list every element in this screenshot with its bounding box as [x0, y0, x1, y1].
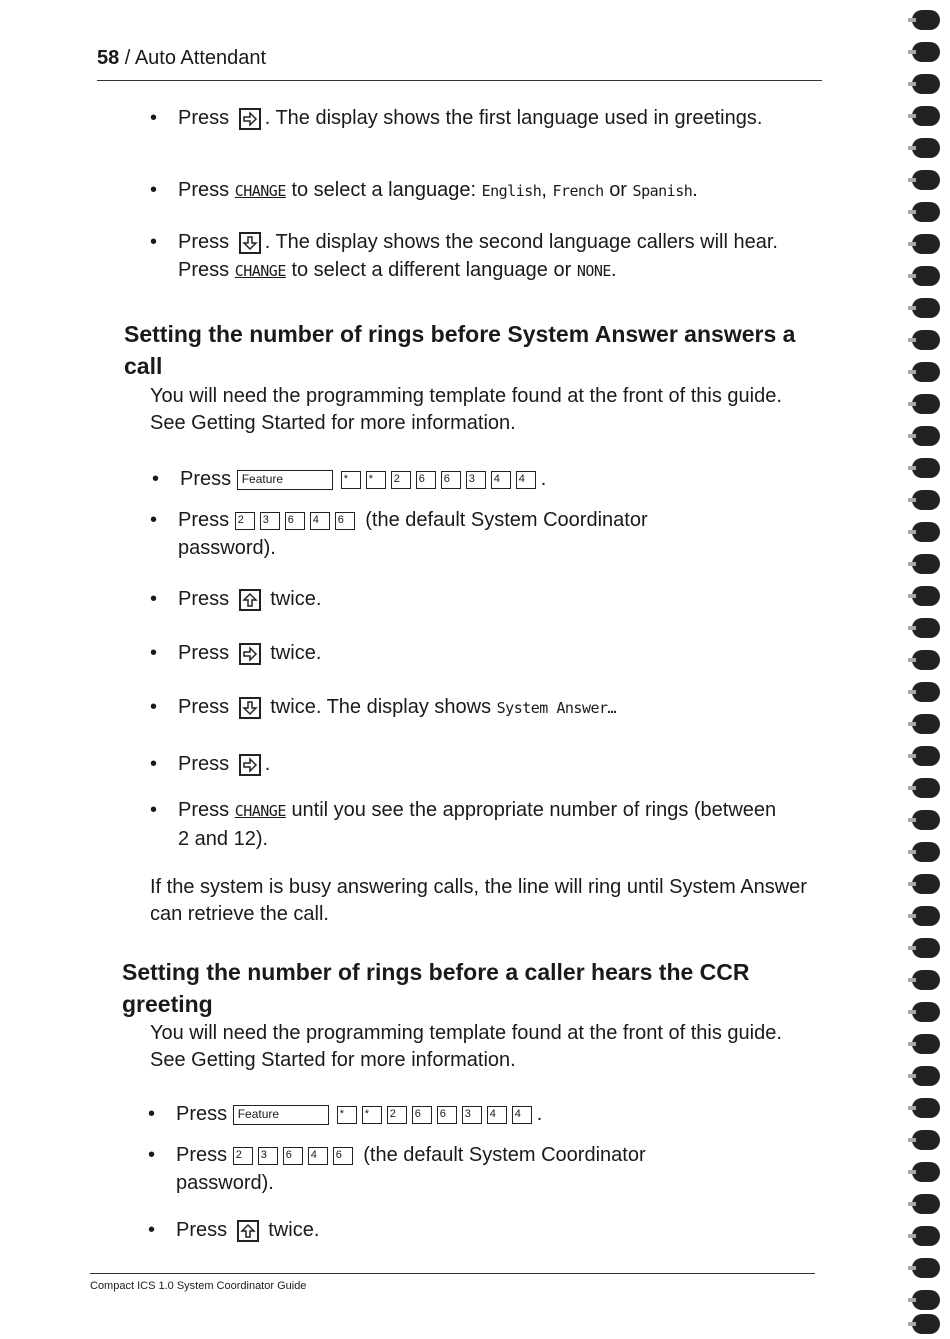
binding-ring: [912, 906, 940, 926]
list-item: • Press twice.: [178, 639, 578, 667]
binding-ring: [912, 74, 940, 94]
spiral-binding: [912, 0, 944, 1339]
key: 4: [512, 1106, 532, 1124]
key: 6: [283, 1147, 303, 1165]
binding-ring: [912, 42, 940, 62]
binding-ring: [912, 1162, 940, 1182]
bullet-dot: •: [150, 509, 158, 531]
binding-ring: [912, 554, 940, 574]
key: 4: [308, 1147, 328, 1165]
bullet-dot: •: [150, 753, 158, 775]
right-arrow-key-icon: [239, 643, 261, 665]
change-softkey-label: CHANGE: [234, 262, 286, 280]
binding-ring: [912, 778, 940, 798]
binding-ring: [912, 170, 940, 190]
key: *: [337, 1106, 357, 1124]
password-step: • Press 2 3 6 4 6 (the default System Coordinator password).: [178, 506, 738, 562]
key: 2: [233, 1147, 253, 1165]
feature-key: Feature: [237, 470, 333, 490]
list-item: • Press CHANGE until you see the appropriate number of rings (between 2 and 12).: [178, 796, 778, 853]
bullet-dot: •: [150, 696, 158, 718]
key: 2: [391, 471, 411, 489]
note-paragraph: If the system is busy answering calls, the line will ring until System Answer can retrieve the call.: [150, 876, 807, 925]
binding-ring: [912, 106, 940, 126]
key: 6: [285, 512, 305, 530]
bullet-dot: •: [152, 468, 160, 490]
up-arrow-key-icon: [239, 589, 261, 611]
binding-ring: [912, 970, 940, 990]
binding-ring: [912, 1098, 940, 1118]
binding-ring: [912, 394, 940, 414]
binding-ring: [912, 682, 940, 702]
list-item: • Press twice.: [178, 585, 578, 613]
bullet-dot: •: [150, 179, 158, 201]
binding-ring: [912, 330, 940, 350]
key: 4: [310, 512, 330, 530]
key: 6: [333, 1147, 353, 1165]
list-item: • Press .: [178, 750, 578, 778]
binding-ring: [912, 938, 940, 958]
page-header: 58 / Auto Attendant: [97, 47, 267, 69]
down-arrow-key-icon: [239, 697, 261, 719]
section-heading: Setting the number of rings before a caller hears the CCR greeting: [122, 959, 750, 1017]
bullet-dot: •: [148, 1144, 156, 1166]
feature-code-step: • Press Feature * * 2 6 6 3 4 4 .: [176, 1100, 776, 1128]
binding-ring: [912, 1034, 940, 1054]
list-item: • Press twice.: [176, 1216, 576, 1244]
key: 6: [416, 471, 436, 489]
right-arrow-key-icon: [239, 754, 261, 776]
bullet-dot: •: [150, 107, 158, 129]
change-softkey-label: CHANGE: [234, 182, 286, 200]
key: 3: [466, 471, 486, 489]
password-step: • Press 2 3 6 4 6 (the default System Coordinator password).: [176, 1141, 736, 1197]
list-item: • Press CHANGE to select a language: English, French or Spanish.: [178, 176, 838, 205]
feature-key: Feature: [233, 1105, 329, 1125]
binding-ring: [912, 1002, 940, 1022]
list-item: • Press . The display shows the first language used in greetings.: [178, 104, 798, 132]
key: 2: [235, 512, 255, 530]
bullet-dot: •: [150, 588, 158, 610]
section-intro: You will need the programming template found at the front of this guide. See Getting Started for more information.: [150, 385, 782, 434]
binding-ring: [912, 1290, 940, 1310]
binding-ring: [912, 458, 940, 478]
key: 4: [487, 1106, 507, 1124]
binding-ring: [912, 810, 940, 830]
key: 3: [462, 1106, 482, 1124]
binding-ring: [912, 1314, 940, 1334]
binding-ring: [912, 714, 940, 734]
up-arrow-key-icon: [237, 1220, 259, 1242]
binding-ring: [912, 1130, 940, 1150]
bullet-dot: •: [150, 231, 158, 253]
binding-ring: [912, 586, 940, 606]
binding-ring: [912, 874, 940, 894]
key: 6: [412, 1106, 432, 1124]
change-softkey-label: CHANGE: [234, 802, 286, 820]
feature-code-step: • Press Feature * * 2 6 6 3 4 4 .: [180, 465, 780, 493]
binding-ring: [912, 298, 940, 318]
binding-ring: [912, 650, 940, 670]
binding-ring: [912, 618, 940, 638]
right-arrow-key-icon: [239, 108, 261, 130]
list-item: • Press twice. The display shows System Answer…: [178, 693, 818, 722]
binding-ring: [912, 266, 940, 286]
binding-ring: [912, 234, 940, 254]
key: 3: [260, 512, 280, 530]
section-name: Auto Attendant: [134, 47, 267, 69]
key: 4: [516, 471, 536, 489]
bullet-dot: •: [148, 1103, 156, 1125]
section-intro: You will need the programming template found at the front of this guide. See Getting Started for more information.: [150, 1022, 782, 1071]
binding-ring: [912, 1258, 940, 1278]
page-number: 58: [97, 47, 120, 69]
page-footer: Compact ICS 1.0 System Coordinator Guide: [90, 1280, 307, 1292]
binding-ring: [912, 1226, 940, 1246]
binding-ring: [912, 842, 940, 862]
down-arrow-key-icon: [239, 232, 261, 254]
key: 2: [387, 1106, 407, 1124]
key: *: [366, 471, 386, 489]
binding-ring: [912, 1066, 940, 1086]
binding-ring: [912, 1194, 940, 1214]
list-item: • Press . The display shows the second language callers will hear. Press CHANGE to select a different language or NONE.: [178, 228, 818, 285]
binding-ring: [912, 10, 940, 30]
binding-ring: [912, 746, 940, 766]
display-text: System Answer…: [496, 699, 617, 717]
binding-ring: [912, 138, 940, 158]
key: 6: [335, 512, 355, 530]
binding-ring: [912, 490, 940, 510]
key: 4: [491, 471, 511, 489]
key: 6: [437, 1106, 457, 1124]
bullet-dot: •: [150, 642, 158, 664]
binding-ring: [912, 202, 940, 222]
bullet-dot: •: [148, 1219, 156, 1241]
binding-ring: [912, 362, 940, 382]
binding-ring: [912, 426, 940, 446]
header-rule: [97, 80, 822, 81]
footer-rule: [90, 1273, 815, 1274]
key: 3: [258, 1147, 278, 1165]
binding-ring: [912, 522, 940, 542]
section-heading: Setting the number of rings before System Answer answers a call: [124, 321, 796, 379]
key: *: [362, 1106, 382, 1124]
key: 6: [441, 471, 461, 489]
bullet-dot: •: [150, 799, 158, 821]
key: *: [341, 471, 361, 489]
